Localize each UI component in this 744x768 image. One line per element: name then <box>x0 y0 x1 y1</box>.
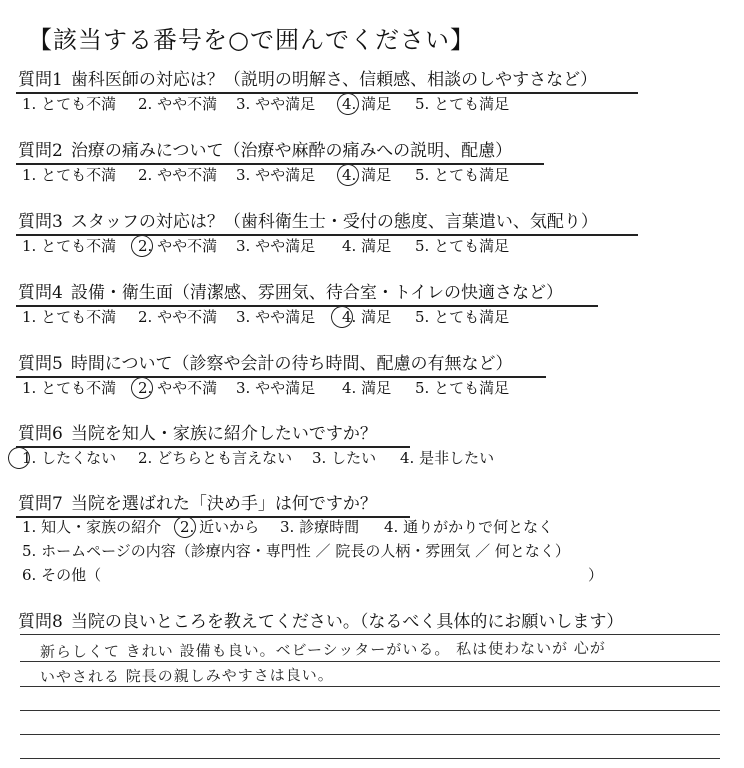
question-5-option-2[interactable]: 2. やや不満 <box>138 379 218 397</box>
question-5-text: 時間について（診察や会計の待ち時間、配慮の有無など） <box>70 354 513 374</box>
question-2-options <box>22 166 722 186</box>
question-1-option-3[interactable]: 3. やや満足 <box>236 95 316 113</box>
question-4-option-5[interactable]: 5. とても満足 <box>415 308 510 326</box>
question-5-underline <box>16 376 546 378</box>
question-2-option-1[interactable]: 1. とても不満 <box>22 166 117 184</box>
question-3-option-5[interactable]: 5. とても満足 <box>415 237 510 255</box>
question-7-option-1[interactable]: 1. 知人・家族の紹介 <box>22 518 162 536</box>
question-2 <box>18 141 512 161</box>
question-4-text: 設備・衛生面（清潔感、雰囲気、待合室・トイレの快適さなど） <box>70 283 563 303</box>
question-4-underline <box>16 305 598 307</box>
question-7-option-2[interactable]: 2. 近いから <box>180 518 260 536</box>
handwritten-answer-line-1: 新らしくて きれい 設備も良い。ベビーシッターがいる。 私は使わないが 心が <box>39 639 606 661</box>
question-5-option-3[interactable]: 3. やや満足 <box>236 379 316 397</box>
question-3-option-3[interactable]: 3. やや満足 <box>236 237 316 255</box>
answer-line-1 <box>20 634 720 635</box>
question-6-options <box>22 449 722 469</box>
question-4-label: 質問4 <box>18 283 63 303</box>
question-4-option-1[interactable]: 1. とても不満 <box>22 308 117 326</box>
question-5-options <box>22 379 722 399</box>
question-6-option-2[interactable]: 2. どちらとも言えない <box>138 449 293 467</box>
question-3-option-1[interactable]: 1. とても不満 <box>22 237 117 255</box>
question-5 <box>18 354 513 374</box>
answer-line-6 <box>20 758 720 759</box>
handwritten-answer-line-2: いやされる 院長の親しみやすさは良い。 <box>39 665 334 687</box>
question-4-options <box>22 308 722 328</box>
question-8-text: 当院の良いところを教えてください。（なるべく具体的にお願いします） <box>70 612 624 632</box>
question-5-option-5[interactable]: 5. とても満足 <box>415 379 510 397</box>
question-1-option-4[interactable]: 4. 満足 <box>342 95 392 113</box>
question-1-text: 歯科医師の対応は？（説明の明解さ、信頼感、相談のしやすさなど） <box>70 70 598 90</box>
question-2-label: 質問2 <box>18 141 63 161</box>
question-7-text: 当院を選ばれた「決め手」は何ですか？ <box>70 494 377 514</box>
question-4-option-4[interactable]: 4. 満足 <box>342 308 392 326</box>
question-7-options <box>22 518 722 538</box>
question-8-label: 質問8 <box>18 612 63 632</box>
question-6-option-4[interactable]: 4. 是非したい <box>400 449 495 467</box>
answer-line-4 <box>20 710 720 711</box>
question-6-underline <box>16 446 410 448</box>
question-4-option-3[interactable]: 3. やや満足 <box>236 308 316 326</box>
question-3-option-2[interactable]: 2. やや不満 <box>138 237 218 255</box>
question-1-option-1[interactable]: 1. とても不満 <box>22 95 117 113</box>
question-6-option-3[interactable]: 3. したい <box>312 449 377 467</box>
question-7 <box>18 494 377 514</box>
question-2-option-2[interactable]: 2. やや不満 <box>138 166 218 184</box>
question-2-underline <box>16 163 544 165</box>
question-1-option-5[interactable]: 5. とても満足 <box>415 95 510 113</box>
question-6 <box>18 424 377 444</box>
question-6-option-1[interactable]: 1. したくない <box>22 449 117 467</box>
question-1-underline <box>16 92 638 94</box>
question-1-option-2[interactable]: 2. やや不満 <box>138 95 218 113</box>
question-7-option-3[interactable]: 3. 診療時間 <box>280 518 360 536</box>
question-3 <box>18 212 598 232</box>
question-2-option-3[interactable]: 3. やや満足 <box>236 166 316 184</box>
question-4 <box>18 283 563 303</box>
question-3-options <box>22 237 722 257</box>
question-7-option-6[interactable]: 6. その他（ <box>22 566 102 584</box>
question-3-text: スタッフの対応は？（歯科衛生士・受付の態度、言葉遣い、気配り） <box>70 212 598 232</box>
question-8 <box>18 612 623 632</box>
question-3-underline <box>16 234 638 236</box>
question-1-options <box>22 95 722 115</box>
question-6-label: 質問6 <box>18 424 63 444</box>
question-7-option-5[interactable]: 5. ホームページの内容（診療内容・専門性 ／ 院長の人柄・雰囲気 ／ 何となく） <box>22 542 570 560</box>
question-7-option-4[interactable]: 4. 通りがかりで何となく <box>384 518 554 536</box>
page-title: 【該当する番号を○で囲んでください】 <box>28 26 475 54</box>
question-4-option-2[interactable]: 2. やや不満 <box>138 308 218 326</box>
question-5-label: 質問5 <box>18 354 63 374</box>
question-2-text: 治療の痛みについて（治療や麻酔の痛みへの説明、配慮） <box>70 141 513 161</box>
question-1-label: 質問1 <box>18 70 63 90</box>
question-2-option-4[interactable]: 4. 満足 <box>342 166 392 184</box>
question-5-option-4[interactable]: 4. 満足 <box>342 379 392 397</box>
question-1 <box>18 70 597 90</box>
question-3-label: 質問3 <box>18 212 63 232</box>
question-7-option-6-close: ） <box>588 566 604 584</box>
question-2-option-5[interactable]: 5. とても満足 <box>415 166 510 184</box>
answer-line-5 <box>20 734 720 735</box>
question-6-text: 当院を知人・家族に紹介したいですか？ <box>70 424 377 444</box>
question-7-label: 質問7 <box>18 494 63 514</box>
question-5-option-1[interactable]: 1. とても不満 <box>22 379 117 397</box>
question-3-option-4[interactable]: 4. 満足 <box>342 237 392 255</box>
